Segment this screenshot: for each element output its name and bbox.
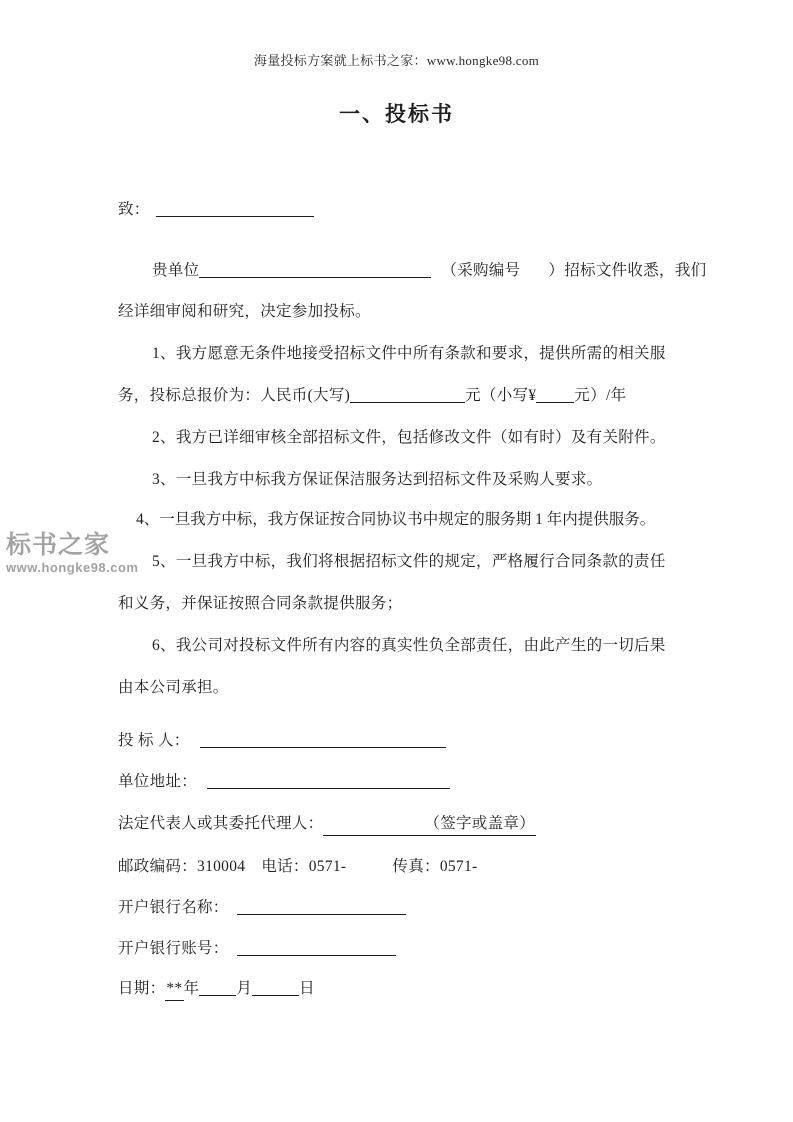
intro-post: ）招标文件收悉，我们 — [548, 262, 707, 279]
bidder-line — [118, 730, 684, 752]
date-year-stars: ** — [165, 978, 183, 1001]
date-month-suffix: 月 — [236, 980, 253, 997]
page-title: 一、投标书 — [339, 102, 454, 126]
postcode-label: 邮政编码： — [118, 858, 198, 875]
salutation-line — [118, 199, 684, 221]
address-label: 单位地址： — [118, 773, 198, 790]
item5-line-2: 和义务，并保证按照合同条款提供服务； — [118, 595, 403, 612]
fill-blank-addressee — [156, 200, 314, 217]
legal-rep-underline-group — [323, 812, 536, 836]
postcode-value: 310004 — [197, 858, 246, 875]
header-promo: 海量投标方案就上标书之家：www.hongke98.com — [253, 53, 540, 68]
fill-blank-amount-words — [350, 386, 465, 403]
fill-blank-amount-digits — [536, 386, 574, 403]
item1-line-2 — [118, 385, 684, 407]
fill-blank-bank-account — [237, 939, 396, 956]
legal-rep-label: 法定代表人或其委托代理人： — [118, 815, 324, 832]
watermark-url: www.hongke98.com — [6, 560, 139, 575]
intro-line-1 — [118, 259, 718, 282]
bank-name-label: 开户银行名称： — [118, 899, 229, 916]
fill-blank-bidder — [200, 731, 446, 748]
fill-blank-day — [252, 979, 299, 996]
bidder-label: 投 标 人： — [118, 732, 190, 749]
contact-line — [118, 855, 684, 878]
salutation-label: 致： — [118, 201, 150, 218]
date-line — [118, 978, 684, 1001]
price-mid: 元（小写¥ — [465, 387, 537, 404]
bank-account-line — [118, 938, 684, 960]
intro-space — [431, 259, 441, 275]
item2-line: 2、我方已详细审核全部招标文件，包括修改文件（如有时）及有关附件。 — [152, 429, 666, 446]
signature-note: （签字或盖章） — [424, 815, 536, 832]
price-post: 元）/年 — [574, 387, 627, 404]
intro-mid: （采购编号 — [441, 262, 521, 279]
date-day-suffix: 日 — [299, 980, 315, 997]
fill-blank-month — [199, 979, 236, 996]
contact-gap-1 — [245, 855, 261, 871]
item1-line-1: 1、我方愿意无条件地接受招标文件中所有条款和要求，提供所需的相关服 — [152, 345, 666, 362]
item5-line-1: 5、一旦我方中标，我们将根据招标文件的规定，严格履行合同条款的责任 — [152, 553, 666, 570]
fill-blank-legal-rep — [324, 812, 424, 828]
fax-value: 0571- — [439, 858, 478, 875]
item6-line-2: 由本公司承担。 — [118, 679, 229, 696]
fill-blank-bank-name — [237, 898, 406, 915]
phone-value: 0571- — [308, 858, 347, 875]
intro-line-2: 经详细审阅和研究，决定参加投标。 — [118, 303, 371, 320]
address-line — [118, 771, 684, 793]
bank-name-line — [118, 897, 684, 919]
fill-blank-company — [199, 261, 431, 278]
item6-line-1: 6、我公司对投标文件所有内容的真实性负全部责任，由此产生的一切后果 — [152, 637, 666, 654]
legal-rep-line — [118, 812, 684, 836]
fill-blank-address — [207, 772, 450, 789]
phone-label: 电话： — [261, 858, 309, 875]
date-year-suffix: 年 — [183, 980, 200, 997]
item3-line: 3、一旦我方中标我方保证保洁服务达到招标文件及采购人要求。 — [152, 471, 603, 488]
item4-line: 4、一旦我方中标，我方保证按合同协议书中规定的服务期 1 年内提供服务。 — [136, 511, 656, 528]
fax-label: 传真： — [392, 858, 440, 875]
bank-account-label: 开户银行账号： — [118, 940, 229, 957]
price-label: 务，投标总报价为：人民币(大写) — [118, 387, 351, 404]
intro-pre: 贵单位 — [152, 262, 200, 279]
watermark-brand: 标书之家 — [6, 531, 111, 559]
contact-gap-2 — [346, 855, 392, 871]
fill-blank-procurement-no — [520, 259, 548, 275]
date-label: 日期： — [118, 980, 166, 997]
